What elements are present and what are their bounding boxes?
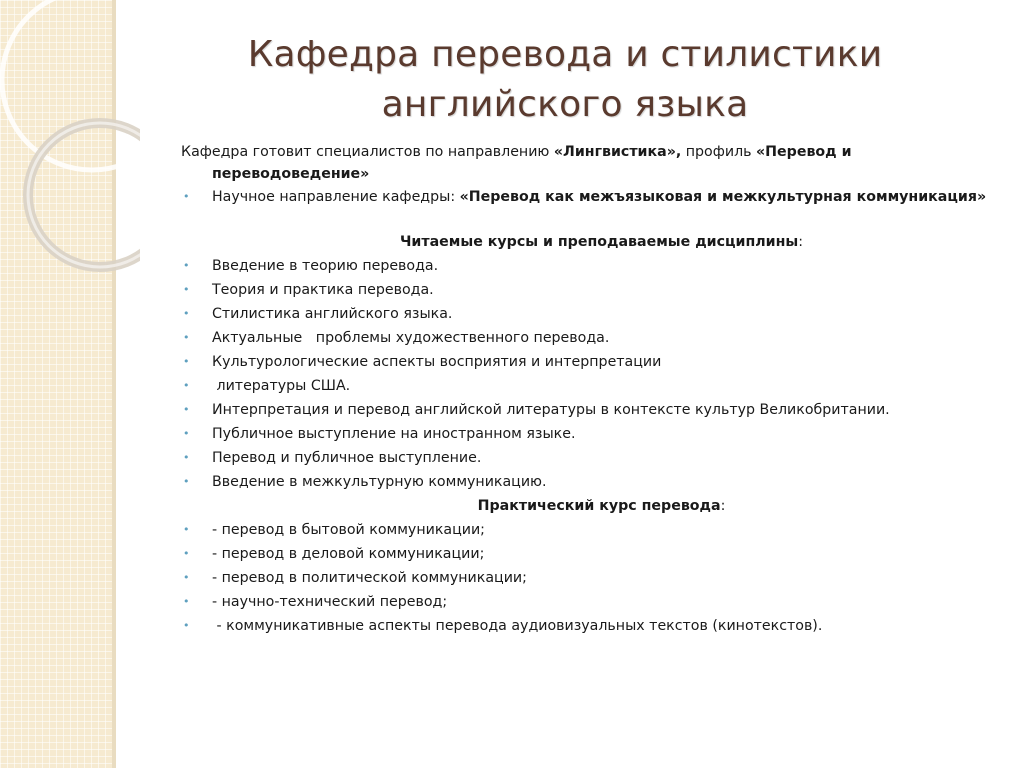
practical-heading-text: Практический курс перевода xyxy=(477,498,721,514)
courses-list xyxy=(181,254,991,494)
list-item-text: - коммуникативные аспекты перевода аудиовизуальных текстов (кинотекстов). xyxy=(212,618,823,634)
research-value: «Перевод как межъязыковая и межкультурная коммуникация» xyxy=(459,189,987,205)
decorative-circles-icon xyxy=(0,0,140,300)
courses-heading-colon: : xyxy=(798,234,804,250)
intro-text-1: Кафедра готовит специалистов по направлению xyxy=(181,144,554,160)
bullet-icon: • xyxy=(183,379,190,392)
list-item-text: Актуальные проблемы художественного перевода. xyxy=(212,330,610,346)
bullet-icon: • xyxy=(183,355,190,368)
research-label: Научное направление кафедры: xyxy=(212,189,460,205)
list-item xyxy=(181,614,991,638)
list-item-text: Культурологические аспекты восприятия и интерпретации xyxy=(212,354,662,370)
list-item xyxy=(181,470,991,494)
bullet-icon: • xyxy=(183,283,190,296)
bullet-icon: • xyxy=(183,259,190,272)
list-item xyxy=(181,446,991,470)
research-direction-item xyxy=(181,186,991,208)
list-item-text: - перевод в политической коммуникации; xyxy=(212,570,527,586)
bullet-icon: • xyxy=(183,190,190,203)
list-item-text: - перевод в деловой коммуникации; xyxy=(212,546,485,562)
list-item xyxy=(181,326,991,350)
bullet-icon: • xyxy=(183,307,190,320)
bullet-icon: • xyxy=(183,619,190,632)
practical-heading xyxy=(181,494,991,518)
intro-direction: «Лингвистика», xyxy=(553,144,682,160)
page-title xyxy=(150,30,980,130)
bullet-icon: • xyxy=(183,331,190,344)
list-item xyxy=(181,590,991,614)
list-item-text: Введение в теорию перевода. xyxy=(212,258,439,274)
list-item-text: Введение в межкультурную коммуникацию. xyxy=(212,474,547,490)
list-item xyxy=(181,398,991,422)
title-line-1: Кафедра перевода и стилистики xyxy=(247,34,883,75)
bullet-icon: • xyxy=(183,427,190,440)
list-item xyxy=(181,254,991,278)
bullet-icon: • xyxy=(183,547,190,560)
list-item-text: Теория и практика перевода. xyxy=(212,282,434,298)
list-item-text: Стилистика английского языка. xyxy=(212,306,453,322)
intro-profile: «Перевод и переводоведение» xyxy=(212,144,852,182)
list-item-text: литературы США. xyxy=(212,378,351,394)
list-item-text: - перевод в бытовой коммуникации; xyxy=(212,522,485,538)
spacer xyxy=(181,208,991,230)
intro-text-2: профиль xyxy=(681,144,757,160)
bullet-icon: • xyxy=(183,451,190,464)
list-item xyxy=(181,374,991,398)
list-item xyxy=(181,542,991,566)
title-line-2: английского языка xyxy=(381,84,749,125)
practical-heading-colon: : xyxy=(720,498,726,514)
list-item xyxy=(181,278,991,302)
decorative-ring-bottom xyxy=(28,123,140,267)
list-item xyxy=(181,518,991,542)
list-item xyxy=(181,566,991,590)
list-item-text: Публичное выступление на иностранном языке. xyxy=(212,426,576,442)
bullet-icon: • xyxy=(183,523,190,536)
practical-list xyxy=(181,518,991,638)
bullet-icon: • xyxy=(183,595,190,608)
courses-heading-text: Читаемые курсы и преподаваемые дисциплины xyxy=(399,234,799,250)
slide-body xyxy=(181,141,991,638)
intro-paragraph xyxy=(181,141,991,185)
list-item xyxy=(181,422,991,446)
courses-heading xyxy=(181,230,991,254)
list-item xyxy=(181,302,991,326)
bullet-icon: • xyxy=(183,475,190,488)
bullet-icon: • xyxy=(183,571,190,584)
bullet-icon: • xyxy=(183,403,190,416)
list-item-text: - научно-технический перевод; xyxy=(212,594,448,610)
list-item-text: Интерпретация и перевод английской литературы в контексте культур Великобритании. xyxy=(212,402,890,418)
list-item xyxy=(181,350,991,374)
decorative-ring-top xyxy=(2,0,140,170)
list-item-text: Перевод и публичное выступление. xyxy=(212,450,482,466)
